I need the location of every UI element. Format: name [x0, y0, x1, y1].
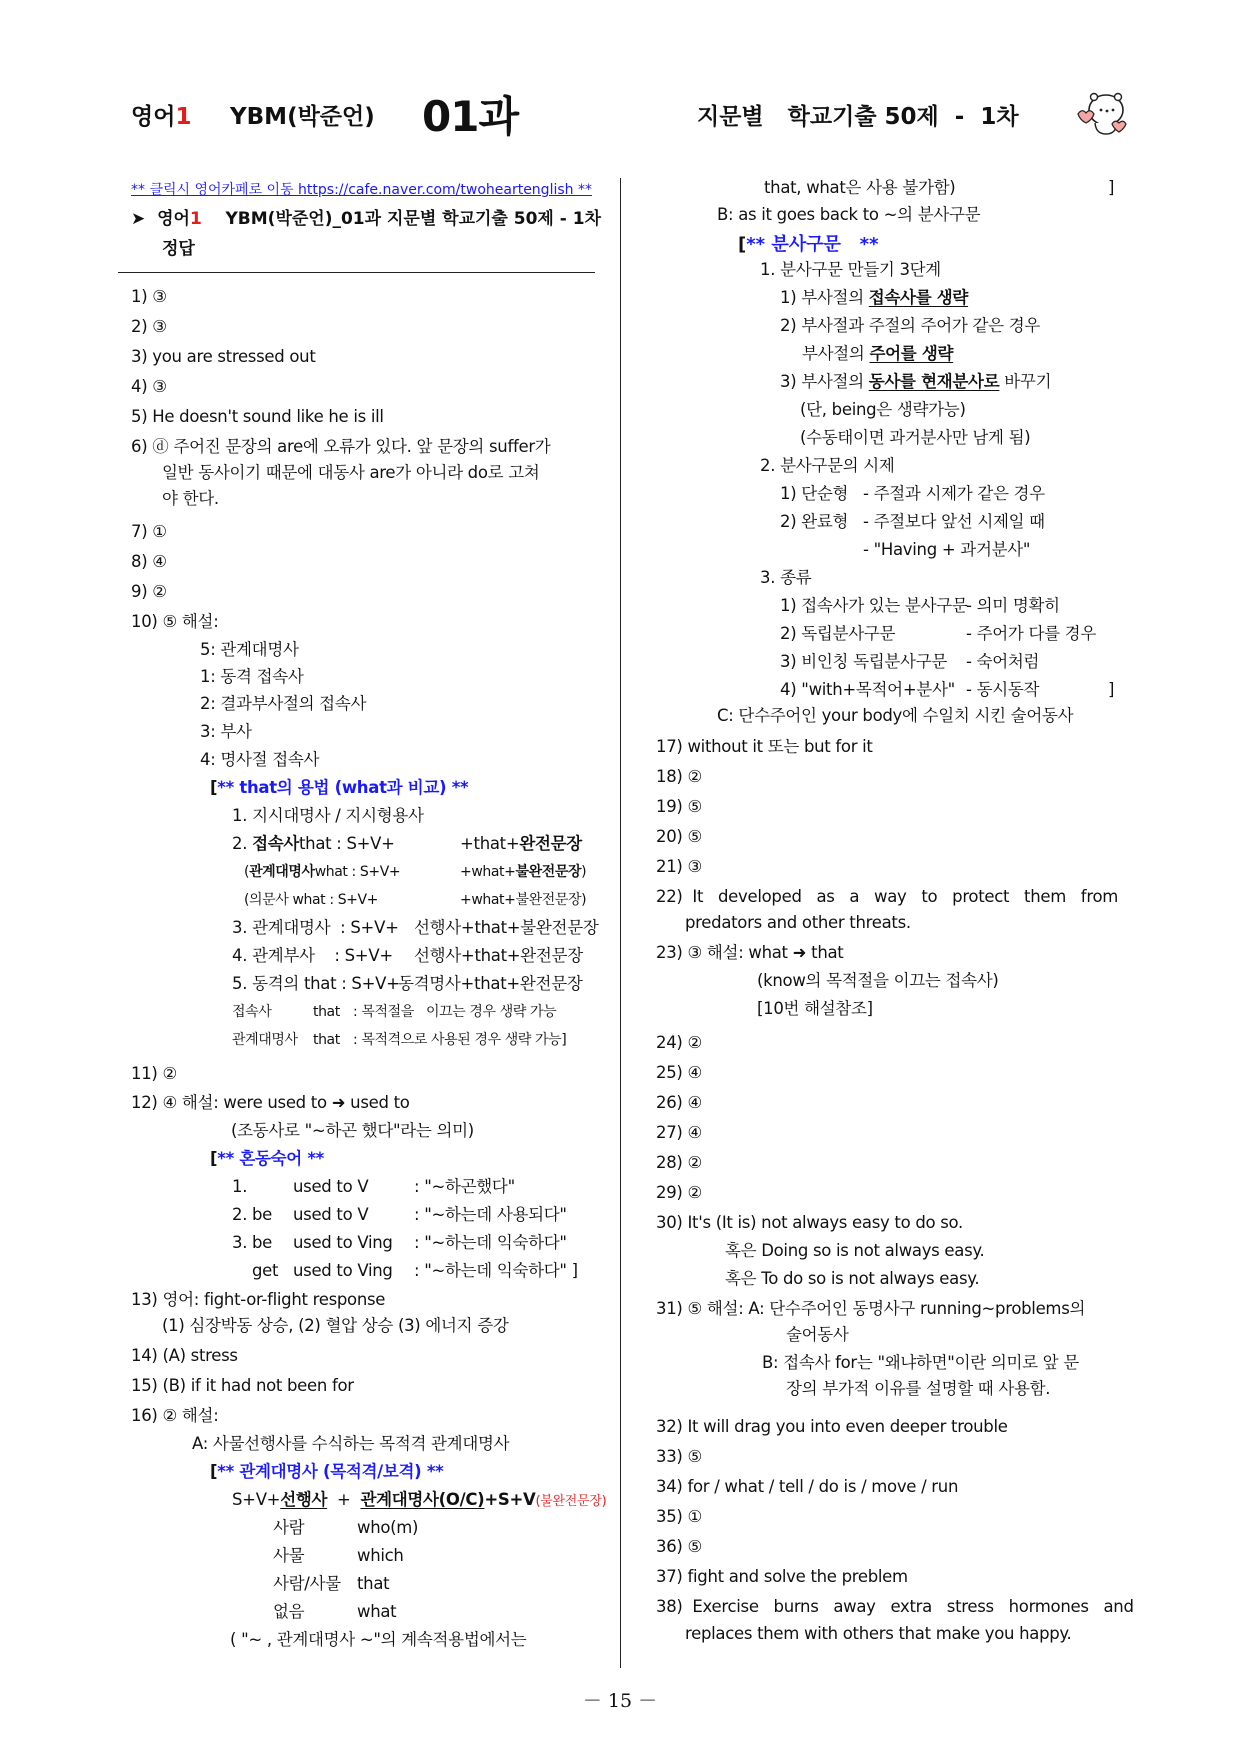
emphasis: 주어를 생략: [869, 344, 954, 363]
that-row-8-a: 접속사: [232, 1004, 272, 1020]
relative-pronoun: 관계대명사(O/C): [360, 1490, 485, 1509]
answer-38: 38) Exercise burns away extra stress hormones and: [656, 1597, 1134, 1616]
answer-2: 2) ③: [131, 317, 167, 336]
answer-16-B: B: as it goes back to ~의 분사구문: [717, 205, 981, 224]
answer-12-line2: (조동사로 "~하곤 했다"라는 의미): [231, 1121, 474, 1140]
rel-row-4-key: 없음: [273, 1602, 305, 1621]
answer-heading-line2: 정답: [162, 239, 195, 259]
that-row-7-right: 동격명사+that+완전문장: [398, 974, 583, 993]
that-usage-title: [210, 778, 468, 798]
answer-1: 1) ③: [131, 287, 167, 306]
type-2: 2) 독립분사구문: [780, 624, 896, 643]
answer-16-A: A: 사물선행사를 수식하는 목적격 관계대명사: [192, 1434, 510, 1453]
bracket-close: ]: [1108, 680, 1115, 699]
that-row-7: 5. 동격의 that : S+V+: [232, 974, 400, 993]
idiom-row-3-num: 3.: [232, 1233, 248, 1252]
that-row-2: [232, 834, 395, 854]
answer-34: 34) for / what / tell / do is / move / run: [656, 1477, 959, 1496]
confusing-idioms-title: [210, 1149, 324, 1169]
answer-4: 4) ③: [131, 377, 167, 396]
answer-36: 36) ⑤: [656, 1537, 702, 1556]
heading-subject: 영어: [157, 209, 190, 229]
subject-number: 1: [175, 104, 192, 130]
rel-row-1-key: 사람: [273, 1518, 305, 1537]
formula: what : S+V+: [314, 864, 401, 880]
relative-pronoun-title: [210, 1462, 444, 1482]
answer-16-C: C: 단수주어인 your body에 수일치 시킨 술어동사: [717, 706, 1074, 725]
answer-17: 17) without it 또는 but for it: [656, 737, 873, 756]
idiom-row-4-be: get: [252, 1261, 279, 1280]
heading-text: YBM(박준언)_01과 지문별 학교기출 50제 - 1차: [225, 209, 601, 229]
horizontal-divider: [118, 272, 595, 273]
answer-21: 21) ③: [656, 857, 702, 876]
answer-12: 12) ④ 해설: were used to ➜ used to: [131, 1093, 410, 1112]
rel-row-3-value: that: [357, 1574, 390, 1593]
answer-9: 9) ②: [131, 582, 167, 601]
that-row-2-right: [460, 834, 582, 854]
that-usage-title-text: ** that의 용법 (what과 비교) **: [217, 778, 469, 797]
participle-tense: 2. 분사구문의 시제: [760, 456, 895, 475]
answer-31-line3: B: 접속사 for는 "왜냐하면"이란 의미로 앞 문: [762, 1353, 1079, 1372]
formula: +S+V: [484, 1490, 536, 1509]
participle-step-1-3-note1: (단, being은 생략가능): [800, 400, 966, 419]
idiom-row-3-mean: : "~하는데 익숙하다": [414, 1233, 567, 1252]
text: 부사절의: [802, 344, 870, 363]
that-row-9-b: that: [313, 1032, 340, 1048]
paren: ): [581, 864, 587, 880]
participle-step-1-1: [780, 288, 968, 308]
that-row-3: [244, 862, 400, 882]
answer-23-line3: [10번 해설참조]: [757, 999, 873, 1018]
idiom-row-3-phrase: used to Ving: [293, 1233, 393, 1252]
num: 2.: [232, 834, 253, 853]
incomplete-note: (불완전문장): [535, 1494, 607, 1509]
answer-7: 7) ①: [131, 522, 167, 541]
that-row-4-right: +what+불완전문장): [460, 892, 587, 908]
answer-13-line2: (1) 심장박동 상승, (2) 혈압 상승 (3) 에너지 증강: [162, 1316, 509, 1335]
answer-10-exp-2: 1: 동격 접속사: [200, 667, 304, 686]
answer-11: 11) ②: [131, 1064, 177, 1083]
bold-term: 불완전문장: [515, 864, 582, 880]
answer-35: 35) ①: [656, 1507, 702, 1526]
that-row-8-c: : 목적절을 이끄는 경우 생략 가능: [353, 1004, 557, 1020]
tense-simple: 1) 단순형: [780, 484, 849, 503]
rel-row-1-value: who(m): [357, 1518, 419, 1537]
paren: (: [244, 864, 250, 880]
text: 1) 부사절의: [780, 288, 869, 307]
idiom-row-4-phrase: used to Ving: [293, 1261, 393, 1280]
confusing-idioms-title-text: ** 혼동숙어 **: [217, 1149, 325, 1168]
page-number: － 15 －: [582, 1690, 658, 1712]
answer-26: 26) ④: [656, 1093, 702, 1112]
type-4: 4) "with+목적어+분사": [780, 680, 955, 699]
participle-step-1-3-note2: (수동태이면 과거분사만 남게 됨): [800, 428, 1031, 447]
subject-text: 영어: [131, 104, 176, 130]
answer-13: 13) 영어: fight-or-flight response: [131, 1290, 386, 1309]
answer-16: 16) ② 해설:: [131, 1406, 219, 1425]
bold-term: 관계대명사: [249, 864, 315, 880]
answer-31-line2: 술어동사: [786, 1325, 849, 1344]
cafe-link[interactable]: ** 클릭시 영어카페로 이동 https://cafe.naver.com/twoheartenglish **: [131, 182, 592, 198]
heading-subject-num: 1: [189, 209, 202, 229]
tense-perfect-desc: - 주절보다 앞선 시제일 때: [863, 512, 1045, 531]
participle-types: 3. 종류: [760, 568, 812, 587]
idiom-row-2-mean: : "~하는데 사용되다": [414, 1205, 567, 1224]
idiom-row-2-phrase: used to V: [293, 1205, 369, 1224]
answer-22-line2: predators and other threats.: [685, 913, 911, 932]
answer-19: 19) ⑤: [656, 797, 702, 816]
text: 3) 부사절의: [780, 372, 869, 391]
formula: +what+: [460, 864, 516, 880]
answer-10: 10) ⑤ 해설:: [131, 612, 219, 631]
rel-row-2-key: 사물: [273, 1546, 305, 1565]
answer-31: 31) ⑤ 해설: A: 단수주어인 동명사구 running~problems의: [656, 1299, 1086, 1318]
bold-term: 접속사: [252, 834, 300, 853]
formula: S+V+: [232, 1490, 281, 1509]
answer-29: 29) ②: [656, 1183, 702, 1202]
publisher-label: YBM(박준언): [230, 104, 375, 130]
type-3-desc: - 숙어처럼: [966, 652, 1040, 671]
rel-row-3-key: 사람/사물: [273, 1574, 341, 1593]
answer-30: 30) It's (It is) not always easy to do so.: [656, 1213, 963, 1232]
tense-perfect: 2) 완료형: [780, 512, 849, 531]
that-row-5: 3. 관계대명사 : S+V+: [232, 918, 399, 937]
answer-27: 27) ④: [656, 1123, 702, 1142]
bracket: [: [210, 1462, 218, 1481]
answer-24: 24) ②: [656, 1033, 702, 1052]
tense-simple-desc: - 주절과 시제가 같은 경우: [863, 484, 1045, 503]
answer-30-line3: 혹은 To do so is not always easy.: [725, 1269, 980, 1288]
answer-15: 15) (B) if it had not been for: [131, 1376, 354, 1395]
plus: +: [327, 1490, 361, 1509]
formula: that : S+V+: [299, 834, 395, 853]
emphasis: 동사를 현재분사로: [868, 372, 1000, 391]
answer-22: 22) It developed as a way to protect them from: [656, 887, 1119, 906]
answer-23: 23) ③ 해설: what ➜ that: [656, 943, 844, 962]
bracket: [: [738, 234, 747, 255]
that-row-5-right: 선행사+that+불완전문장: [414, 918, 599, 937]
page-title: 지문별 학교기출 50제 - 1차: [697, 104, 1019, 130]
answer-18: 18) ②: [656, 767, 702, 786]
answer-30-line2: 혹은 Doing so is not always easy.: [725, 1241, 985, 1260]
lesson-title: 01과: [422, 92, 519, 141]
type-1: 1) 접속사가 있는 분사구문: [780, 596, 968, 615]
bold-term: 완전문장: [519, 834, 582, 853]
participle-title-text: ** 분사구문 **: [746, 234, 879, 255]
answer-10-exp-3: 2: 결과부사절의 접속사: [200, 694, 367, 713]
answer-25: 25) ④: [656, 1063, 702, 1082]
answer-6-line3: 야 한다.: [162, 489, 219, 508]
answer-6-line2: 일반 동사이기 때문에 대동사 are가 아니라 do로 고쳐: [162, 463, 540, 482]
idiom-row-1-num: 1.: [232, 1177, 248, 1196]
answer-33: 33) ⑤: [656, 1447, 702, 1466]
bracket-close: ]: [1108, 178, 1115, 197]
rel-note: ( "~ , 관계대명사 ~"의 계속적용법에서는: [230, 1630, 527, 1649]
type-2-desc: - 주어가 다를 경우: [966, 624, 1096, 643]
bracket: [: [210, 778, 218, 797]
subject-label: [131, 98, 191, 131]
answer-6: 6) ⓓ 주어진 문장의 are에 오류가 있다. 앞 문장의 suffer가: [131, 437, 551, 456]
idiom-row-2-num: 2.: [232, 1205, 248, 1224]
answer-28: 28) ②: [656, 1153, 702, 1172]
idiom-row-4-mean: : "~하는데 익숙하다" ]: [414, 1261, 578, 1280]
type-3: 3) 비인칭 독립분사구문: [780, 652, 947, 671]
answer-10-exp-4: 3: 부사: [200, 722, 252, 741]
answer-5: 5) He doesn't sound like he is ill: [131, 407, 384, 426]
that-row-1: 1. 지시대명사 / 지시형용사: [232, 806, 424, 825]
that-row-6-right: 선행사+that+완전문장: [414, 946, 583, 965]
bear-with-hearts-icon: [1070, 88, 1130, 138]
participle-step-1-3: [780, 372, 1051, 392]
arrow-icon: ➤: [131, 209, 146, 229]
answer-14: 14) (A) stress: [131, 1346, 238, 1365]
answer-38-line2: replaces them with others that make you happy.: [685, 1624, 1072, 1643]
answer-23-line2: (know의 목적절을 이끄는 접속사): [757, 971, 999, 990]
that-row-9-a: 관계대명사: [232, 1032, 298, 1048]
text: 바꾸기: [999, 372, 1052, 391]
type-4-desc: - 동시동작: [966, 680, 1040, 699]
column-divider: [620, 178, 621, 1668]
emphasis: 접속사를 생략: [868, 288, 969, 307]
bracket: [: [210, 1149, 218, 1168]
idiom-row-1-phrase: used to V: [293, 1177, 369, 1196]
relative-pronoun-title-text: ** 관계대명사 (목적격/보격) **: [217, 1462, 444, 1481]
answer-10-exp-5: 4: 명사절 접속사: [200, 750, 320, 769]
answer-3: 3) you are stressed out: [131, 347, 316, 366]
participle-step-1: 1. 분사구문 만들기 3단계: [760, 260, 941, 279]
participle-step-1-2: 2) 부사절과 주절의 주어가 같은 경우: [780, 316, 1041, 335]
answer-heading: [131, 204, 601, 229]
answer-32: 32) It will drag you into even deeper trouble: [656, 1417, 1008, 1436]
idiom-row-3-be: be: [252, 1233, 273, 1252]
that-row-4: (의문사 what : S+V+: [244, 892, 379, 908]
that-row-8-b: that: [313, 1004, 340, 1020]
answer-8: 8) ④: [131, 552, 167, 571]
that-row-6: 4. 관계부사 : S+V+: [232, 946, 393, 965]
answer-10-exp-1: 5: 관계대명사: [200, 640, 299, 659]
rel-row-2-value: which: [357, 1546, 404, 1565]
continued-note: that, what은 사용 불가함): [764, 178, 956, 197]
that-row-3-right: [460, 862, 586, 882]
idiom-row-2-be: be: [252, 1205, 273, 1224]
formula: +that+: [460, 834, 520, 853]
relative-pronoun-formula: [232, 1490, 606, 1512]
rel-row-4-value: what: [357, 1602, 397, 1621]
type-1-desc: - 의미 명확히: [966, 596, 1060, 615]
participle-title: [738, 230, 879, 256]
answer-31-line4: 장의 부가적 이유를 설명할 때 사용함.: [786, 1379, 1051, 1398]
antecedent: 선행사: [280, 1490, 328, 1509]
that-row-9-c: : 목적격으로 사용된 경우 생략 가능]: [353, 1032, 567, 1048]
participle-step-1-2b: [802, 344, 953, 364]
answer-37: 37) fight and solve the preblem: [656, 1567, 908, 1586]
answer-20: 20) ⑤: [656, 827, 702, 846]
idiom-row-1-mean: : "~하곤했다": [414, 1177, 515, 1196]
tense-perfect-form: - "Having + 과거분사": [863, 540, 1031, 559]
